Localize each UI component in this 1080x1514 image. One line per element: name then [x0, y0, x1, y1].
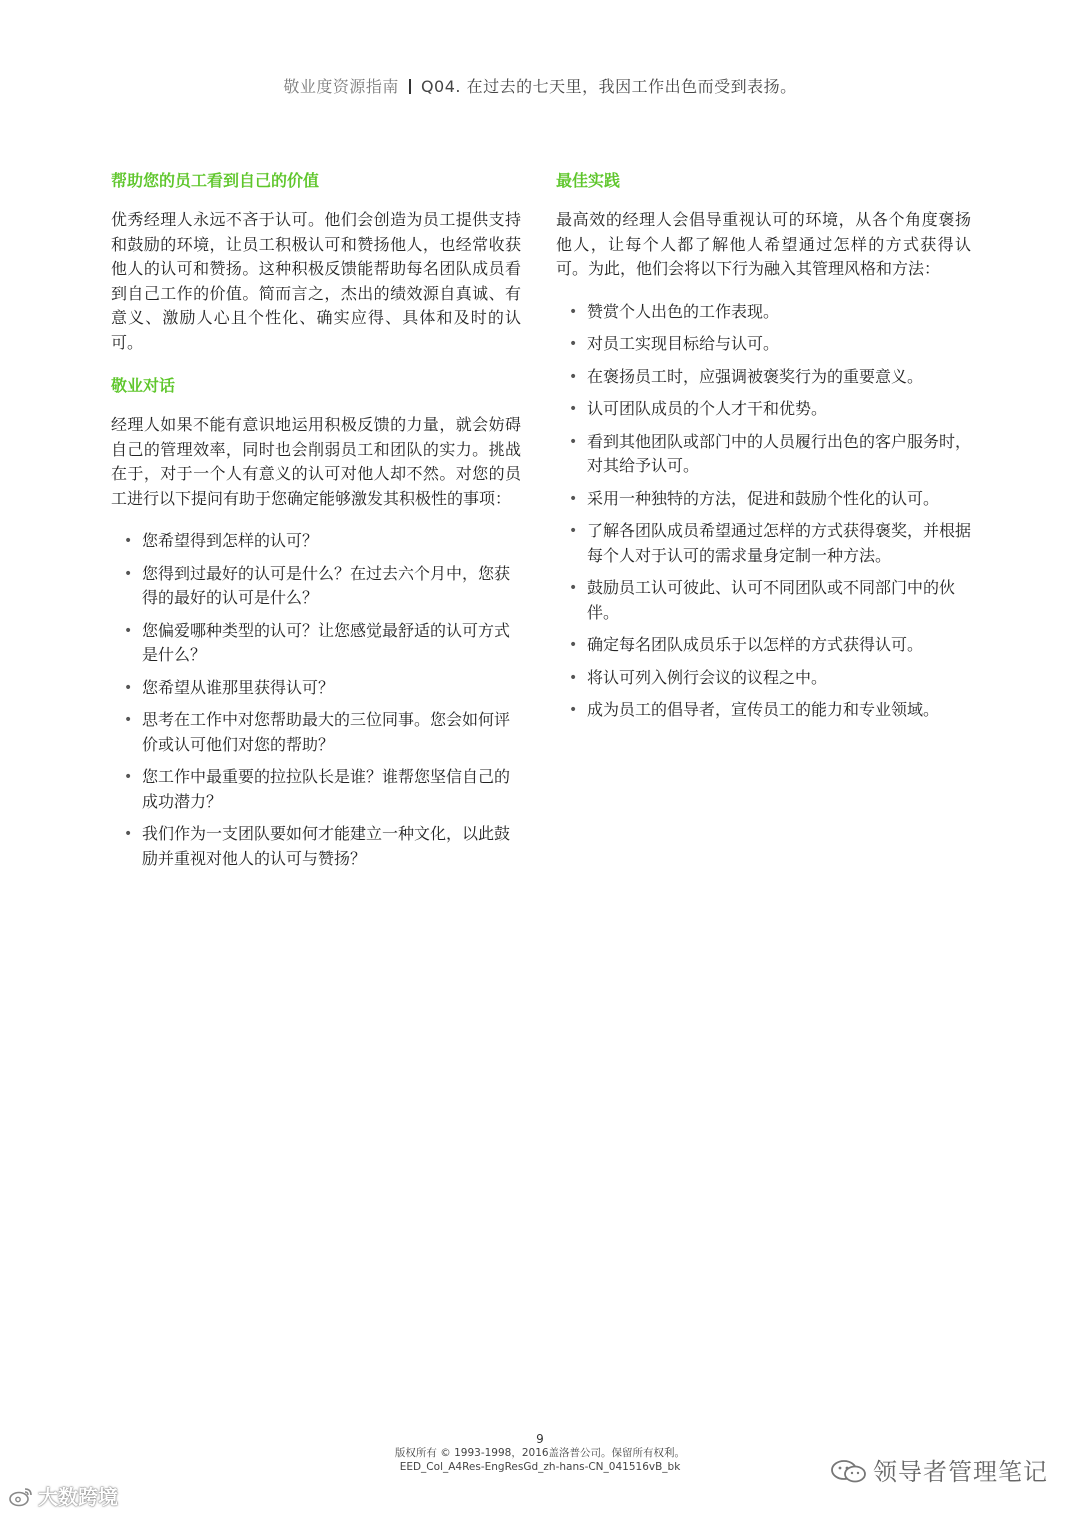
list-item: [556, 698, 971, 723]
list-item-text: 采用一种独特的方法，促进和鼓励个性化的认可。: [587, 488, 940, 508]
list-item: [556, 397, 971, 422]
list-item: [111, 529, 521, 554]
wechat-icon: [829, 1459, 869, 1485]
bullet-icon: •: [569, 433, 578, 450]
list-item-text: 您得到过最好的认可是什么？在过去六个月中，您获得的最好的认可是什么？: [142, 563, 511, 607]
watermark-right: [829, 1452, 1048, 1487]
list-item: [556, 666, 971, 691]
right-column: [556, 168, 971, 731]
list-item: [556, 332, 971, 357]
list-item: [556, 365, 971, 390]
list-item-text: 您工作中最重要的拉拉队长是谁？谁帮您坚信自己的成功潜力？: [142, 767, 511, 811]
watermark-right-text: 领导者管理笔记: [873, 1458, 1048, 1486]
section-body-dialogue: 经理人如果不能有意识地运用积极反馈的力量，就会妨碍自己的管理效率，同时也会削弱员工和团队的实力。挑战在于，对于一个人有意义的认可对他人却不然。对您的员工进行以下提问有助于您确定能够激发其积极性的事项：: [111, 415, 521, 508]
list-item-text: 成为员工的倡导者，宣传员工的能力和专业领域。: [587, 700, 940, 719]
list-item-text: 看到其他团队或部门中的人员履行出色的客户服务时，对其给予认可。: [587, 431, 972, 475]
header-separator: [409, 79, 411, 94]
section-heading-value: 帮助您的员工看到自己的价值: [111, 171, 320, 190]
list-item-text: 您希望得到怎样的认可？: [142, 531, 319, 550]
watermark-left-text: 大数跨境: [38, 1485, 118, 1509]
list-item-text: 将认可列入例行会议的议程之中。: [587, 667, 828, 687]
page-number: 9: [536, 1432, 544, 1446]
bullet-icon: •: [124, 712, 133, 728]
list-item-text: 思考在工作中对您帮助最大的三位同事。您会如何评价或认可他们对您的帮助？: [142, 710, 511, 754]
bullet-icon: •: [124, 622, 133, 639]
bullet-icon: •: [569, 702, 578, 718]
doc-code: EED_Col_A4Res-EngResGd_zh-hans-CN_041516vB_bk: [399, 1461, 681, 1473]
bullet-icon: •: [569, 637, 578, 653]
list-item-text: 认可团队成员的个人才干和优势。: [587, 399, 828, 418]
section-body-value: 优秀经理人永远不吝于认可。他们会创造为员工提供支持和鼓励的环境，让员工积极认可和赞扬他人，也经常收获他人的认可和赞扬。这种积极反馈能帮助每名团队成员看到自己工作的价值。简而言之，杰出的绩效源自真诚、有意义、激励人心且个性化、确实应得、具体和及时的认可。: [111, 210, 521, 352]
list-item-text: 您偏爱哪种类型的认可？让您感觉最舒适的认可方式是什么？: [142, 620, 511, 664]
bullet-icon: •: [124, 679, 133, 696]
list-item-text: 在褒扬员工时，应强调被褒奖行为的重要意义。: [587, 366, 924, 386]
list-item: [111, 708, 521, 757]
practice-list: [556, 300, 971, 723]
section-body-best-practice: 最高效的经理人会倡导重视认可的环境，从各个角度褒扬他人，让每个人都了解他人希望通过怎样的方式获得认可。为此，他们会将以下行为融入其管理风格和方法：: [556, 210, 971, 278]
list-item: [556, 300, 971, 325]
bullet-icon: •: [569, 580, 578, 596]
list-item-text: 赞赏个人出色的工作表现。: [587, 301, 780, 321]
list-item: [556, 576, 971, 625]
list-item: [556, 519, 971, 568]
bullet-icon: •: [124, 769, 133, 785]
bullet-icon: •: [569, 523, 578, 539]
bullet-icon: •: [569, 368, 578, 385]
weibo-icon: [8, 1487, 34, 1507]
watermark-left: [8, 1481, 118, 1510]
copyright-text: 版权所有 © 1993-1998，2016盖洛普公司。保留所有权利。: [394, 1447, 686, 1459]
list-item-text: 鼓励员工认可彼此、认可不同团队或不同部门中的伙伴。: [587, 578, 956, 622]
bullet-icon: •: [569, 490, 578, 507]
bullet-icon: •: [569, 669, 578, 686]
list-item: [556, 487, 971, 512]
bullet-icon: •: [569, 303, 578, 320]
list-item: [111, 822, 521, 871]
left-column: [111, 168, 521, 879]
section-heading-dialogue: 敬业对话: [111, 376, 176, 395]
bullet-icon: •: [124, 826, 133, 842]
page-header: [0, 74, 1080, 97]
bullet-icon: •: [569, 401, 578, 417]
list-item-text: 确定每名团队成员乐于以怎样的方式获得认可。: [587, 635, 924, 654]
bullet-icon: •: [569, 336, 578, 352]
list-item: [111, 765, 521, 814]
list-item: [556, 430, 971, 479]
question-list: [111, 529, 521, 871]
list-item: [111, 676, 521, 701]
list-item: [556, 633, 971, 658]
bullet-icon: •: [124, 533, 133, 549]
question-title: Q04. 在过去的七天里，我因工作出色而受到表扬。: [420, 77, 797, 96]
list-item-text: 对员工实现目标给与认可。: [587, 334, 780, 353]
list-item-text: 您希望从谁那里获得认可？: [142, 677, 335, 697]
list-item: [111, 619, 521, 668]
list-item: [111, 562, 521, 611]
guide-title: 敬业度资源指南: [283, 77, 399, 96]
list-item-text: 了解各团队成员希望通过怎样的方式获得褒奖，并根据每个人对于认可的需求量身定制一种方法。: [587, 521, 972, 565]
section-heading-best-practice: 最佳实践: [556, 171, 621, 190]
bullet-icon: •: [124, 565, 133, 582]
list-item-text: 我们作为一支团队要如何才能建立一种文化，以此鼓励并重视对他人的认可与赞扬？: [142, 824, 511, 868]
